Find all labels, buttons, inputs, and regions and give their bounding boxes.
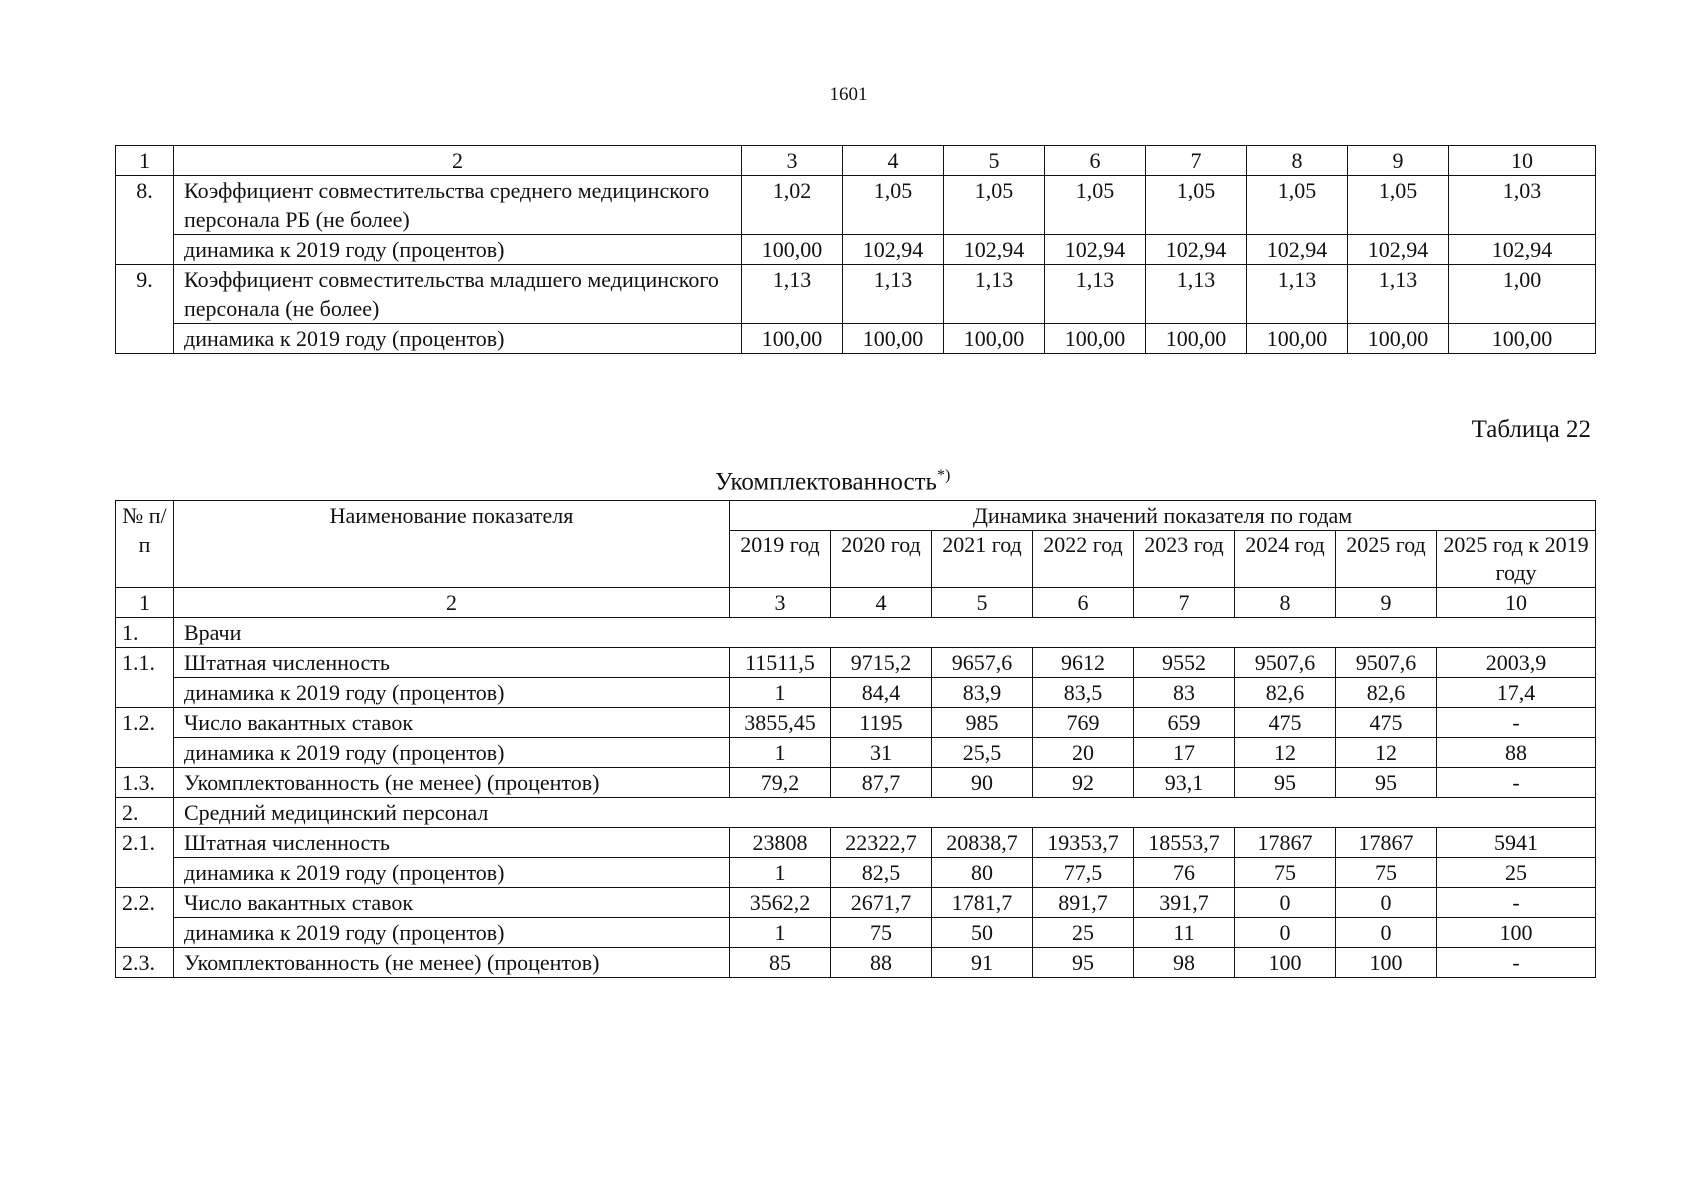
value-cell: 3562,2 <box>730 888 831 918</box>
header-dynamics-cell: Динамика значений показателя по годам <box>730 501 1596 531</box>
value-cell: 100,00 <box>742 324 843 354</box>
value-cell: 475 <box>1235 708 1336 738</box>
value-cell: 1,02 <box>742 176 843 235</box>
indicator-name-cell: динамика к 2019 году (процентов) <box>174 918 730 948</box>
header-year-cell: 2023 год <box>1134 531 1235 588</box>
value-cell: 102,94 <box>1146 235 1247 265</box>
value-cell: 102,94 <box>1449 235 1596 265</box>
value-cell: 9507,6 <box>1336 648 1437 678</box>
value-cell: 1195 <box>831 708 932 738</box>
value-cell: 9552 <box>1134 648 1235 678</box>
column-number-cell: 5 <box>932 588 1033 618</box>
table-row <box>116 176 1596 235</box>
value-cell: 2671,7 <box>831 888 932 918</box>
value-cell: 84,4 <box>831 678 932 708</box>
value-cell: 90 <box>932 768 1033 798</box>
table-caption: Таблица 22 <box>1471 416 1591 443</box>
value-cell: 19353,7 <box>1033 828 1134 858</box>
indicator-name-cell: динамика к 2019 году (процентов) <box>174 678 730 708</box>
column-number-cell: 3 <box>742 146 843 176</box>
value-cell: 0 <box>1235 918 1336 948</box>
value-cell: 88 <box>1437 738 1596 768</box>
table-row <box>116 828 1596 858</box>
value-cell: 1,13 <box>1045 265 1146 324</box>
value-cell: 80 <box>932 858 1033 888</box>
column-number-cell: 6 <box>1033 588 1134 618</box>
column-number-cell: 7 <box>1134 588 1235 618</box>
value-cell: 17867 <box>1235 828 1336 858</box>
header-year-cell: 2019 год <box>730 531 831 588</box>
value-cell: 1 <box>730 738 831 768</box>
header-name-cell: Наименование показателя <box>174 501 730 588</box>
table-subrow <box>116 235 1596 265</box>
indicator-name-cell: Число вакантных ставок <box>174 708 730 738</box>
value-cell: 12 <box>1235 738 1336 768</box>
value-cell: 100,00 <box>1449 324 1596 354</box>
row-number-cell: 9. <box>116 265 174 354</box>
header-year-cell: 2024 год <box>1235 531 1336 588</box>
value-cell: 91 <box>932 948 1033 978</box>
value-cell: 100,00 <box>742 235 843 265</box>
value-cell: 1,05 <box>843 176 944 235</box>
value-cell: 100 <box>1235 948 1336 978</box>
header-row <box>116 501 1596 531</box>
value-cell: 2003,9 <box>1437 648 1596 678</box>
value-cell: 9715,2 <box>831 648 932 678</box>
section-name-cell: Средний медицинский персонал <box>174 798 1596 828</box>
table-row <box>116 768 1596 798</box>
section-row <box>116 798 1596 828</box>
value-cell: 1,05 <box>1348 176 1449 235</box>
value-cell: 82,6 <box>1235 678 1336 708</box>
value-cell: 659 <box>1134 708 1235 738</box>
value-cell: 25 <box>1437 858 1596 888</box>
value-cell: 17867 <box>1336 828 1437 858</box>
value-cell: 83,9 <box>932 678 1033 708</box>
value-cell: 9507,6 <box>1235 648 1336 678</box>
column-number-cell: 4 <box>843 146 944 176</box>
value-cell: 92 <box>1033 768 1134 798</box>
indicator-name-cell: динамика к 2019 году (процентов) <box>174 324 742 354</box>
page-number: 1601 <box>829 84 868 105</box>
column-number-row <box>116 146 1596 176</box>
value-cell: 31 <box>831 738 932 768</box>
value-cell: 100,00 <box>944 324 1045 354</box>
value-cell: 3855,45 <box>730 708 831 738</box>
section-number-cell: 1. <box>116 618 174 648</box>
value-cell: 82,6 <box>1336 678 1437 708</box>
value-cell: 87,7 <box>831 768 932 798</box>
value-cell: 1,13 <box>1247 265 1348 324</box>
indicator-name-cell: Штатная численность <box>174 828 730 858</box>
column-number-cell: 8 <box>1247 146 1348 176</box>
value-cell: 75 <box>1336 858 1437 888</box>
value-cell: 1,05 <box>1045 176 1146 235</box>
column-number-cell: 9 <box>1348 146 1449 176</box>
value-cell: 1,05 <box>1247 176 1348 235</box>
value-cell: 985 <box>932 708 1033 738</box>
value-cell: 93,1 <box>1134 768 1235 798</box>
value-cell: 0 <box>1235 888 1336 918</box>
value-cell: 1,13 <box>843 265 944 324</box>
value-cell: 1,13 <box>742 265 843 324</box>
column-number-cell: 2 <box>174 146 742 176</box>
column-number-cell: 10 <box>1437 588 1596 618</box>
value-cell: 100,00 <box>1348 324 1449 354</box>
table-row <box>116 888 1596 918</box>
staffing-table <box>115 500 1596 978</box>
value-cell: 100,00 <box>843 324 944 354</box>
value-cell: 1,13 <box>944 265 1045 324</box>
value-cell: 17 <box>1134 738 1235 768</box>
indicator-name-cell: динамика к 2019 году (процентов) <box>174 738 730 768</box>
value-cell: 100,00 <box>1247 324 1348 354</box>
indicator-name-cell: Штатная численность <box>174 648 730 678</box>
column-number-cell: 4 <box>831 588 932 618</box>
header-number-cell: № п/п <box>116 501 174 588</box>
value-cell: 75 <box>1235 858 1336 888</box>
table-continuation <box>115 145 1596 354</box>
value-cell: 769 <box>1033 708 1134 738</box>
indicator-name-cell: Укомплектованность (не менее) (процентов) <box>174 768 730 798</box>
table-title <box>715 467 950 496</box>
value-cell: 102,94 <box>1348 235 1449 265</box>
header-year-cell: 2022 год <box>1033 531 1134 588</box>
table-row <box>116 948 1596 978</box>
value-cell: 102,94 <box>843 235 944 265</box>
value-cell: - <box>1437 948 1596 978</box>
header-year-cell: 2025 год к 2019 году <box>1437 531 1596 588</box>
value-cell: 79,2 <box>730 768 831 798</box>
section-row <box>116 618 1596 648</box>
value-cell: 1,05 <box>944 176 1045 235</box>
column-number-cell: 1 <box>116 588 174 618</box>
row-number-cell: 1.1. <box>116 648 174 708</box>
column-number-row <box>116 588 1596 618</box>
value-cell: 83 <box>1134 678 1235 708</box>
value-cell: 95 <box>1336 768 1437 798</box>
value-cell: 82,5 <box>831 858 932 888</box>
value-cell: 1 <box>730 678 831 708</box>
value-cell: 20838,7 <box>932 828 1033 858</box>
column-number-cell: 6 <box>1045 146 1146 176</box>
value-cell: 1781,7 <box>932 888 1033 918</box>
value-cell: 0 <box>1336 888 1437 918</box>
value-cell: 11 <box>1134 918 1235 948</box>
row-number-cell: 8. <box>116 176 174 265</box>
value-cell: 1 <box>730 918 831 948</box>
value-cell: 17,4 <box>1437 678 1596 708</box>
value-cell: 100 <box>1336 948 1437 978</box>
header-year-cell: 2021 год <box>932 531 1033 588</box>
column-number-cell: 2 <box>174 588 730 618</box>
value-cell: - <box>1437 708 1596 738</box>
table-title-text: Укомплектованность <box>715 468 937 496</box>
indicator-name-cell: динамика к 2019 году (процентов) <box>174 858 730 888</box>
value-cell: 88 <box>831 948 932 978</box>
value-cell: 100 <box>1437 918 1596 948</box>
value-cell: 475 <box>1336 708 1437 738</box>
value-cell: 50 <box>932 918 1033 948</box>
column-number-cell: 5 <box>944 146 1045 176</box>
value-cell: 1,05 <box>1146 176 1247 235</box>
row-number-cell: 2.1. <box>116 828 174 888</box>
column-number-cell: 10 <box>1449 146 1596 176</box>
value-cell: 5941 <box>1437 828 1596 858</box>
value-cell: 83,5 <box>1033 678 1134 708</box>
value-cell: 100,00 <box>1045 324 1146 354</box>
value-cell: 1,00 <box>1449 265 1596 324</box>
table-subrow <box>116 324 1596 354</box>
value-cell: 95 <box>1235 768 1336 798</box>
indicator-name-cell: динамика к 2019 году (процентов) <box>174 235 742 265</box>
value-cell: 1 <box>730 858 831 888</box>
table-row <box>116 708 1596 738</box>
table-subrow <box>116 858 1596 888</box>
section-name-cell: Врачи <box>174 618 1596 648</box>
value-cell: 9657,6 <box>932 648 1033 678</box>
value-cell: - <box>1437 888 1596 918</box>
section-number-cell: 2. <box>116 798 174 828</box>
value-cell: 391,7 <box>1134 888 1235 918</box>
value-cell: 1,13 <box>1146 265 1247 324</box>
value-cell: 1,03 <box>1449 176 1596 235</box>
table-subrow <box>116 918 1596 948</box>
value-cell: 98 <box>1134 948 1235 978</box>
value-cell: 25,5 <box>932 738 1033 768</box>
value-cell: 25 <box>1033 918 1134 948</box>
column-number-cell: 8 <box>1235 588 1336 618</box>
value-cell: 891,7 <box>1033 888 1134 918</box>
value-cell: 12 <box>1336 738 1437 768</box>
value-cell: 18553,7 <box>1134 828 1235 858</box>
value-cell: 0 <box>1336 918 1437 948</box>
value-cell: 102,94 <box>944 235 1045 265</box>
value-cell: - <box>1437 768 1596 798</box>
header-year-cell: 2020 год <box>831 531 932 588</box>
table-subrow <box>116 738 1596 768</box>
table-title-mark: *) <box>936 467 951 484</box>
row-number-cell: 1.2. <box>116 708 174 768</box>
value-cell: 1,13 <box>1348 265 1449 324</box>
column-number-cell: 7 <box>1146 146 1247 176</box>
indicator-name-cell: Укомплектованность (не менее) (процентов) <box>174 948 730 978</box>
row-number-cell: 1.3. <box>116 768 174 798</box>
indicator-name-cell: Коэффициент совместительства младшего медицинского персонала (не более) <box>174 265 742 324</box>
column-number-cell: 1 <box>116 146 174 176</box>
value-cell: 77,5 <box>1033 858 1134 888</box>
value-cell: 9612 <box>1033 648 1134 678</box>
value-cell: 85 <box>730 948 831 978</box>
value-cell: 102,94 <box>1045 235 1146 265</box>
indicator-name-cell: Число вакантных ставок <box>174 888 730 918</box>
header-year-cell: 2025 год <box>1336 531 1437 588</box>
table-subrow <box>116 678 1596 708</box>
row-number-cell: 2.2. <box>116 888 174 948</box>
table-row <box>116 648 1596 678</box>
table-continuation-body <box>116 146 1596 354</box>
value-cell: 23808 <box>730 828 831 858</box>
value-cell: 75 <box>831 918 932 948</box>
value-cell: 95 <box>1033 948 1134 978</box>
value-cell: 100,00 <box>1146 324 1247 354</box>
value-cell: 22322,7 <box>831 828 932 858</box>
value-cell: 11511,5 <box>730 648 831 678</box>
row-number-cell: 2.3. <box>116 948 174 978</box>
value-cell: 20 <box>1033 738 1134 768</box>
column-number-cell: 3 <box>730 588 831 618</box>
column-number-cell: 9 <box>1336 588 1437 618</box>
value-cell: 102,94 <box>1247 235 1348 265</box>
value-cell: 76 <box>1134 858 1235 888</box>
staffing-table-body <box>116 501 1596 978</box>
indicator-name-cell: Коэффициент совместительства среднего медицинского персонала РБ (не более) <box>174 176 742 235</box>
table-row <box>116 265 1596 324</box>
